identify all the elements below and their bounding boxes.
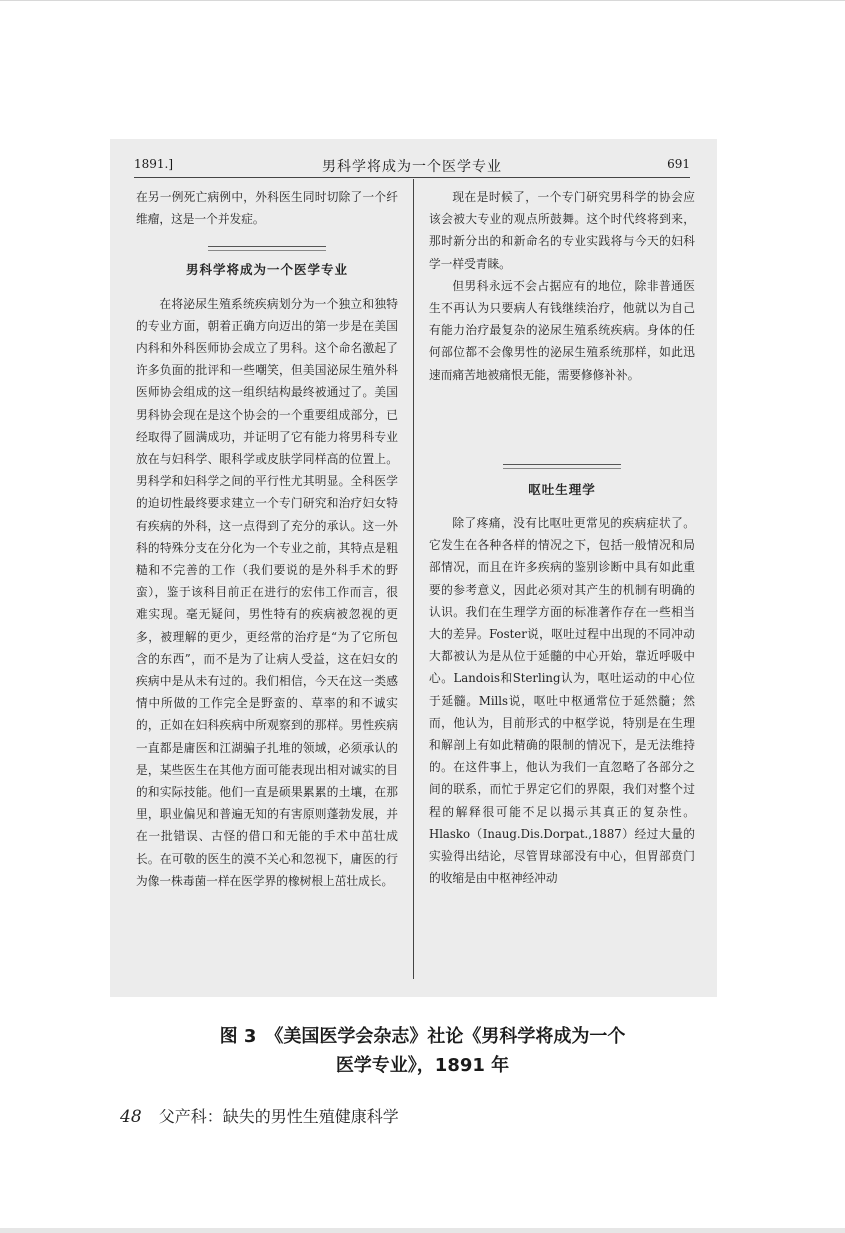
title-separator [208,246,326,251]
right-column [429,186,695,889]
book-page-number: 48 [120,1107,142,1127]
journal-header [134,147,690,178]
page-footer [120,1104,399,1127]
journal-page-number: 691 [667,157,690,171]
section-title-vomiting: 呕吐生理学 [528,481,596,497]
article-body-paragraph: 在将泌尿生殖系统疾病划分为一个独立和独特的专业方面，朝着正确方向迈出的第一步是在美国内科和外科医师协会成立了男科。这个命名激起了许多负面的批评和一些嘲笑，但美国泌尿生殖外科医师协会组成的这一组织结构最终被通过了。美国男科协会现在是这个协会的一个重要组成部分，已经取得了圆满成功，并证明了它有能力将男科专业放在与妇科学、眼科学或皮肤学同样高的位置上。男科学和妇科学之间的平行性尤其明显。全科医学的迫切性最终要求建立一个专门研究和治疗妇女特有疾病的外科，这一点得到了充分的承认。这一外科的特殊分支在分化为一个专业之前，其特点是粗糙和不完善的工作（我们要说的是外科手术的野蛮），鉴于该科目前正在进行的宏伟工作而言，很难实现。毫无疑问，男性特有的疾病被忽视的更多，被理解的更少，更经常的治疗是“为了它所包含的东西”，而不是为了让病人受益，这在妇女的疾病中是从未有过的。我们相信，今天在这一类感情中所做的工作完全是野蛮的、草率的和不诚实的，正如在妇科疾病中所观察到的那样。男性疾病一直都是庸医和江湖骗子扎堆的领域，必须承认的是，某些医生在其他方面可能表现出相对诚实的目的和实际技能。他们一直是硕果累累的土壤，在那里，职业偏见和普遍无知的有害原则蓬勃发展，并在一批错误、古怪的借口和无能的手术中茁壮成长。在可敬的医生的漠不关心和忽视下，庸医的行为像一株毒菌一样在医学界的橡树根上茁壮成长。 [136,296,398,888]
page-top-edge [0,0,845,1]
journal-year: 1891.] [134,157,174,171]
section-separator [503,464,621,469]
column-divider [413,179,414,979]
scanned-journal-page [110,139,717,997]
figure-caption-line-1: 图 3 《美国医学会杂志》社论《男科学将成为一个 [219,1026,626,1047]
article-title: 男科学将成为一个医学专业 [185,262,348,278]
book-running-title: 父产科：缺失的男性生殖健康科学 [158,1107,399,1126]
right-paragraph-1: 现在是时候了，一个专门研究男科学的协会应该会被大专业的观点所鼓舞。这个时代终将到来，那时新分出的和新命名的专业实践将与今天的妇科学一样受青睐。 [429,190,695,271]
page-bottom-edge [0,1228,845,1233]
figure-caption-line-2: 医学专业》，1891 年 [335,1055,510,1076]
figure-caption [0,1022,845,1080]
journal-running-title: 男科学将成为一个医学专业 [322,159,502,175]
right-paragraph-2: 但男科永远不会占据应有的地位，除非普通医生不再认为只要病人有钱继续治疗，他就以为自己有能力治疗最复杂的泌尿生殖系统疾病。身体的任何部位都不会像男性的泌尿生殖系统那样，如此迅速而痛苦地被痛恨无能，需要修修补补。 [429,278,695,382]
left-column [136,186,398,892]
right-paragraph-3: 除了疼痛，没有比呕吐更常见的疾病症状了。它发生在各种各样的情况之下，包括一般情况和局部情况，而且在许多疾病的鉴别诊断中具有如此重要的参考意义，因此必须对其产生的机制有明确的认识。我们在生理学方面的标准著作存在一些相当大的差异。Foster说，呕吐过程中出现的不同冲动大都被认为是从位于延髓的中心开始，靠近呼吸中心。Landois和Sterling认为，呕吐运动的中心位于延髓。Mills说，呕吐中枢通常位于延然髓；然而，他认为，目前形式的中枢学说，特别是在生理和解剖上有如此精确的限制的情况下，是无法维持的。在这件事上，他认为我们一直忽略了各部分之间的联系，而忙于界定它们的界限，我们对整个过程的解释很可能不足以揭示其真正的复杂性。Hlasko（Inaug.Dis.Dorpat.,1887）经过大量的实验得出结论，尽管胃球部没有中心，但胃部贲门的收缩是由中枢神经冲动 [429,516,695,886]
left-intro-paragraph: 在另一例死亡病例中，外科医生同时切除了一个纤维瘤，这是一个并发症。 [136,190,398,227]
